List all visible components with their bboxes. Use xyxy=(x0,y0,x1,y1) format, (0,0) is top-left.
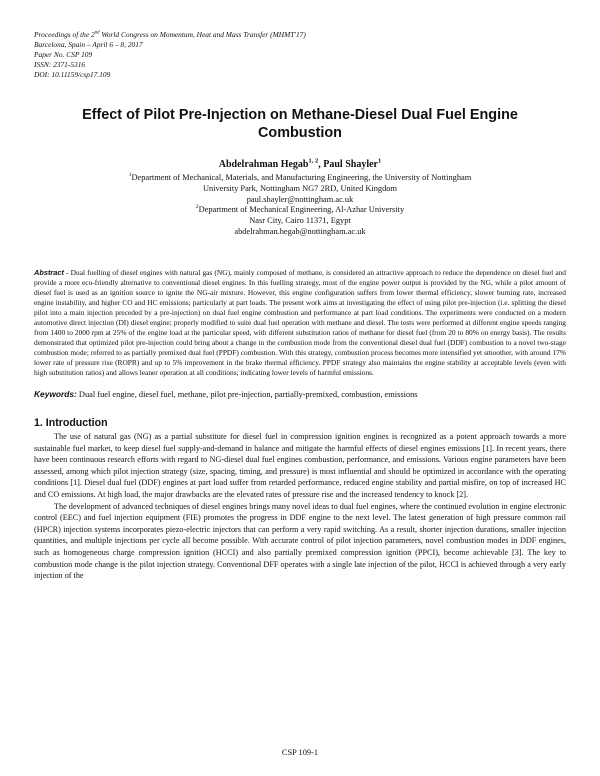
affiliation-2-address: Nasr City, Cairo 11371, Egypt xyxy=(249,216,351,226)
header-line-4: ISSN: 2371-5316 xyxy=(34,60,86,69)
affiliation-2-email: abdelrahman.hegab@nottingham.ac.uk xyxy=(234,226,366,236)
author-1: Abdelrahman Hegab xyxy=(218,159,309,170)
proceedings-header xyxy=(34,30,306,80)
keywords-label: Keywords: xyxy=(34,389,77,399)
abstract xyxy=(34,268,566,379)
header-line-5: DOI: 10.11159/csp17.109 xyxy=(34,70,111,79)
abstract-text: - Dual fuelling of diesel engines with natural gas (NG), mainly composed of methane, is considered an attractive approach to reduce the dependence on diesel fuel and provide a more eco-friendly alternative to conventional diesel engines. In this fuelling strategy, most of the engine power output is provided by the NG, while a pilot amount of diesel fuel is used as an ignition source to ignite the NG-air mixture. However, this engine configuration suffers from lower thermal efficiency, slower burning rate, increased engine instability, and higher CO and HC emissions; particularly at part loads. The present work aims at investigating the effect of using pilot pre-injection (i.e. splitting the diesel pilot into a main injection preceded by a pre-injection) on dual fuel engine combustion and performance at part load conditions. The experiments were conducted on a modern automotive direct injection (DI) diesel engine; properly modified to suite dual fuel operation with methane and diesel. The tests were performed at different engine speeds ranging from 1400 to 2000 rpm at 25% of the engine load at the particular speed, with different substitution ratios of methane for diesel fuel (from 20 to 80% on energy basis). The results demonstrated that optimized pilot pre-injection could bring about a change in the combustion mode from the conventional diesel dual fuel (DDF) combustion to a novel two-stage combustion mode; referred to as partially premixed dual fuel (PPDF) combustion. With this strategy, combustion process becomes more intensified yet smoother, with around 17% lower rate of pressure rise (ROPR) and up to 5% improvement in the brake thermal efficiency. PPDF strategy also maintains the engine stability at acceptable levels (even with high substitution ratios) and allows leaner operation at all conditions; indicating lower levels of harmful emissions. xyxy=(34,268,566,378)
header-line-3: Paper No. CSP 109 xyxy=(34,50,93,59)
paragraph-2: The development of advanced techniques of diesel engines brings many novel ideas to dual fuel engines, where the continued evolution in engine electronic control (EEC) and fuel injection equipment (FIE) promotes the progress in DDF engine to the next level. The latest generation of high pressure common rail (HPCR) injection systems incorporates piezo-electric injectors that can perform a very rapid switching. As a result, shorter injection durations, smaller injection quantities, and multiple injections per cycle all become possible. With accurate control of pilot injection parameters, novel combustion modes in DDF engines, such as homogeneous charge compression ignition (HCCI) and also partially premixed compression ignition (PPCI), become achievable [3]. The key to combustion mode change is the pilot injection strategy. Conventional DFF operates with a single late injection of the pilot, HCCI is achieved through a very early injection of the xyxy=(34,501,566,581)
introduction-body xyxy=(34,431,566,582)
keywords xyxy=(34,389,566,400)
abstract-label: Abstract xyxy=(34,268,64,277)
affiliation-1-email: paul.shayler@nottingham.ac.uk xyxy=(246,194,354,204)
author-list: Abdelrahman Hegab$^{1, 2}$, Paul Shayler$^1$ xyxy=(218,157,382,170)
header-line-2: Barcelona, Spain – April 6 – 8, 2017 xyxy=(34,40,143,49)
affiliations xyxy=(40,173,560,238)
affiliation-1-address: University Park, Nottingham NG7 2RD, United Kingdom xyxy=(202,183,397,193)
author-2: , Paul Shayler xyxy=(318,159,378,170)
paragraph-1: The use of natural gas (NG) as a partial substitute for diesel fuel in compression ignition engines is recognized as a potent approach towards a more sustainable fuel market, to keep diesel fuel supply-and-demand in balance and mitigate the harmful effects of diesel engines emissions [1]. In recent years, there have been continuous research efforts with regard to NG-diesel dual fuel engines combustion, performance, and emissions. Various engine parameters have been assessed, among which pilot injection strategy (size, spacing, timing, and pressure) is most influential and should be optimized in accordance with the operating conditions [1]. Diesel dual fuel (DDF) engines at part load suffer from retarded performance, reduced engine stability and partial misfire, on top of increased HC and CO emissions. At high load, the major drawbacks are the elevated rates of pressure rise and the increased tendency to knock [2]. xyxy=(34,432,566,499)
header-line-1: Proceedings of the 2nd World Congress on Momentum, Heat and Mass Transfer (MHMT'17) xyxy=(34,30,306,39)
affiliation-1: $^1$Department of Mechanical, Materials, and Manufacturing Engineering, the University of Nottingham xyxy=(128,172,472,182)
affiliation-2: $^2$Department of Mechanical Engineering, Al-Azhar University xyxy=(195,204,405,215)
keywords-text: Dual fuel engine, diesel fuel, methane, pilot pre-injection, partially-premixed, combustion, emissions xyxy=(76,390,418,399)
page-footer: CSP 109-1 xyxy=(281,748,319,757)
paper-title: Effect of Pilot Pre-Injection on Methane-Diesel Dual Fuel Engine Combustion xyxy=(82,107,518,141)
section-heading-introduction: 1. Introduction xyxy=(34,417,108,429)
